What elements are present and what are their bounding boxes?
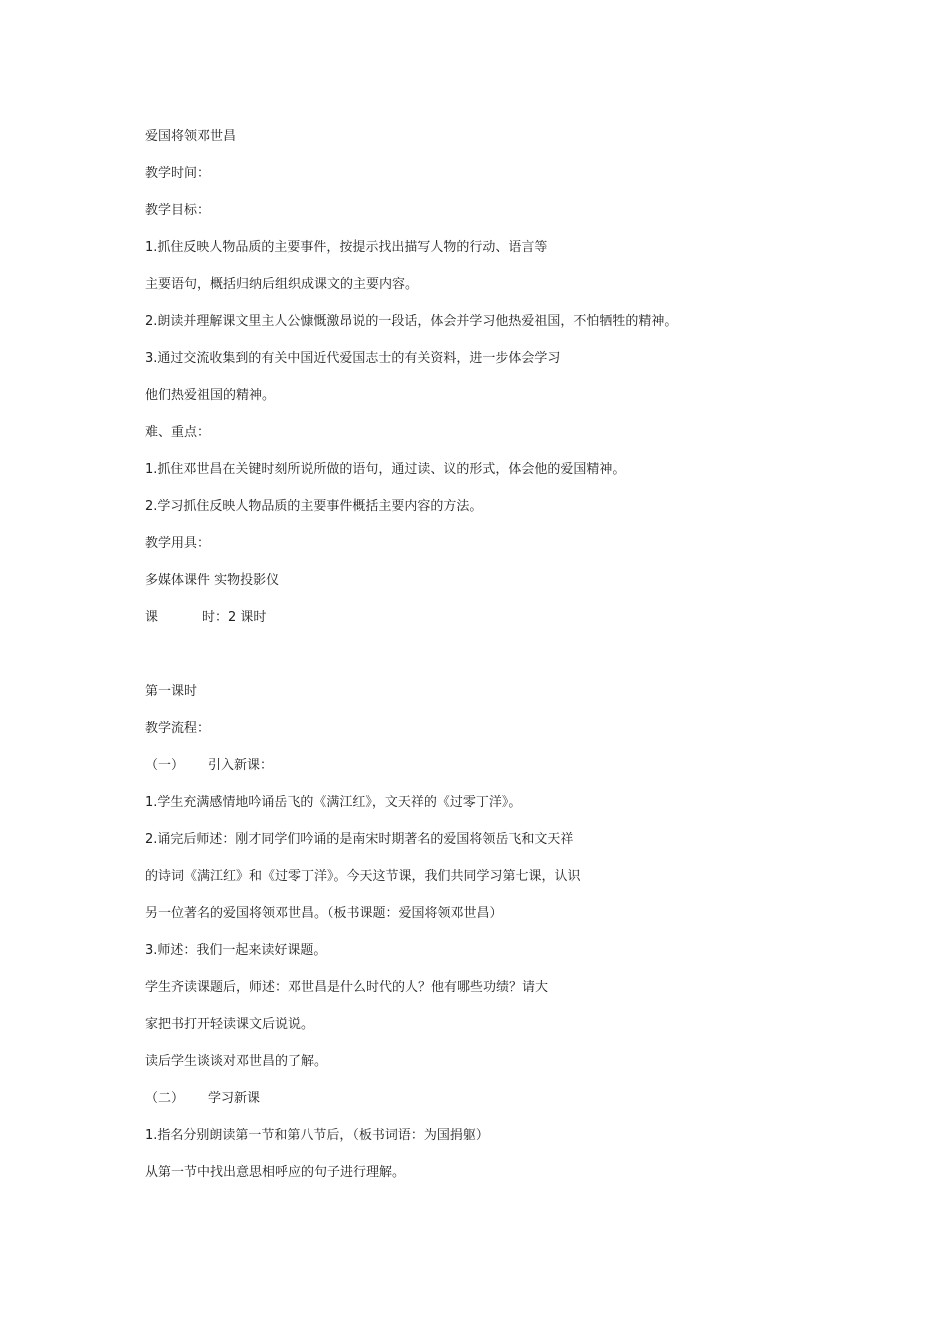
section-2-title: 学习新课	[208, 1091, 261, 1106]
periods-line	[145, 609, 266, 627]
teaching-time-label: 教学时间：	[145, 166, 211, 181]
section-2-item-1: 1.指名分别朗读第一节和第八节后，（板书词语：为国捐躯）	[145, 1128, 489, 1143]
lesson-one-heading: 第一课时	[145, 684, 198, 699]
section-1-number: （一）	[145, 758, 185, 773]
objective-2: 2.朗读并理解课文里主人公慷慨激昂说的一段话，体会并学习他热爱祖国，不怕牺牲的精神。	[145, 314, 678, 329]
key-point-2: 2.学习抓住反映人物品质的主要事件概括主要内容的方法。	[145, 499, 483, 514]
objective-1-line-2: 主要语句，概括归纳后组织成课文的主要内容。	[145, 277, 419, 292]
section-1-title: 引入新课：	[208, 758, 274, 773]
key-points-heading: 难、重点：	[145, 425, 211, 440]
section-1-item-1: 1.学生充满感情地吟诵岳飞的《满江红》，文天祥的《过零丁洋》。	[145, 795, 522, 810]
document-title: 爱国将领邓世昌	[145, 129, 237, 144]
tools-heading: 教学用具：	[145, 536, 211, 551]
section-2-heading	[145, 1090, 260, 1108]
section-1-item-2-line-2: 的诗词《满江红》和《过零丁洋》。今天这节课，我们共同学习第七课，认识	[145, 869, 581, 884]
section-1-item-2-line-3: 另一位著名的爱国将领邓世昌。（板书课题：爱国将领邓世昌）	[145, 906, 503, 921]
objectives-heading: 教学目标：	[145, 203, 211, 218]
objective-3-line-1: 3.通过交流收集到的有关中国近代爱国志士的有关资料，进一步体会学习	[145, 351, 561, 366]
objective-1-line-1: 1.抓住反映人物品质的主要事件，按提示找出描写人物的行动、语言等	[145, 240, 548, 255]
section-1-item-3: 3.师述：我们一起来读好课题。	[145, 943, 327, 958]
section-2-number: （二）	[145, 1091, 185, 1106]
periods-label-start: 课	[145, 610, 159, 625]
key-point-1: 1.抓住邓世昌在关键时刻所说所做的语句，通过读、议的形式，体会他的爱国精神。	[145, 462, 626, 477]
section-1-item-2-line-1: 2.诵完后师述：刚才同学们吟诵的是南宋时期著名的爱国将领岳飞和文天祥	[145, 832, 574, 847]
section-1-heading	[145, 757, 273, 775]
section-1-item-3-line-2: 学生齐读课题后，师述：邓世昌是什么时代的人？他有哪些功绩？请大	[145, 980, 549, 995]
process-heading: 教学流程：	[145, 721, 211, 736]
tools-list: 多媒体课件 实物投影仪	[145, 573, 280, 588]
periods-label-end: 时：2 课时	[202, 610, 267, 625]
section-2-item-1-line-2: 从第一节中找出意思相呼应的句子进行理解。	[145, 1165, 406, 1180]
section-1-item-3-line-3: 家把书打开轻读课文后说说。	[145, 1017, 315, 1032]
section-1-item-3-line-4: 读后学生谈谈对邓世昌的了解。	[145, 1054, 328, 1069]
objective-3-line-2: 他们热爱祖国的精神。	[145, 388, 276, 403]
